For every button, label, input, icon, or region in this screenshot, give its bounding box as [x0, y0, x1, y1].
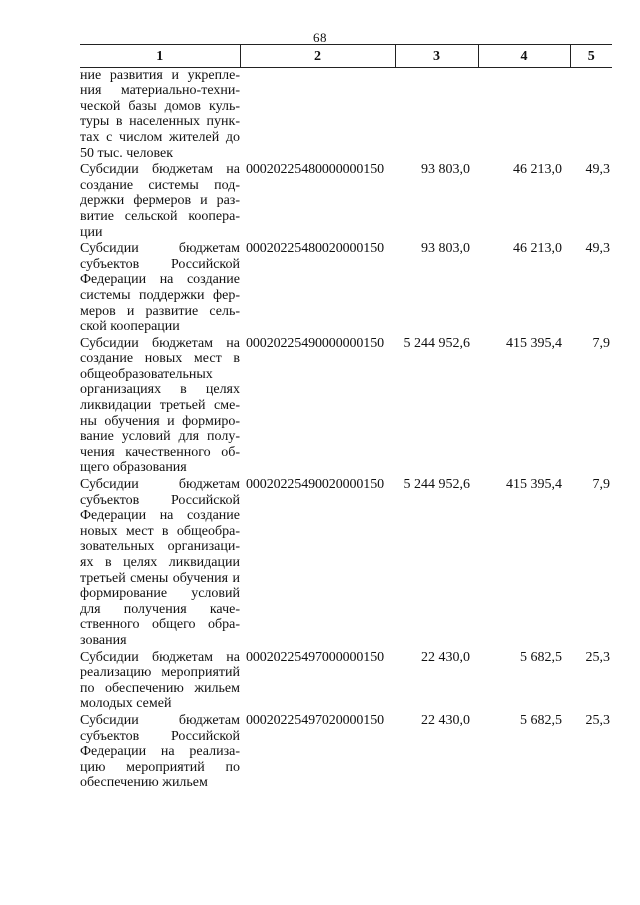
row-code	[240, 67, 395, 162]
row-code: 00020225480020000150	[246, 241, 385, 257]
row-value-3: 5 244 952,6	[403, 335, 470, 351]
row-value-4: 415 395,4	[506, 477, 562, 493]
row-value-3: 93 803,0	[421, 162, 470, 178]
row-name: Субсидии бюджетам на реализацию мероприятий по обеспечению жильем молодых семей	[80, 649, 240, 712]
table-row	[80, 67, 612, 162]
row-code: 00020225490000000150	[246, 335, 385, 351]
row-value-4: 46 213,0	[513, 162, 562, 178]
row-value-4	[478, 67, 570, 162]
row-name: Субсидии бюджетам на создание системы под-держки фермеров и раз-витие сельской коопера-ции	[80, 162, 240, 240]
row-value-5: 49,3	[585, 241, 610, 257]
row-code: 00020225480000000150	[246, 162, 385, 178]
row-code: 00020225497020000150	[246, 712, 385, 728]
row-name: Субсидии бюджетам субъектов Российской Федерации на создание системы поддержки фер-меров и развитие сель-ской кооперации	[80, 241, 240, 335]
row-value-4: 46 213,0	[513, 241, 562, 257]
row-value-5	[570, 67, 612, 162]
row-value-5: 7,9	[592, 477, 610, 493]
row-value-4: 415 395,4	[506, 335, 562, 351]
column-header-3: 3	[395, 45, 478, 68]
page-number: 68	[313, 30, 327, 45]
row-value-3: 22 430,0	[421, 712, 470, 728]
budget-table	[80, 44, 612, 792]
row-value-3	[395, 67, 478, 162]
row-value-3: 22 430,0	[421, 649, 470, 665]
column-header-1: 1	[80, 45, 240, 68]
row-name: Субсидии бюджетам на создание новых мест в общеобразовательных организациях в целях ликвидации третьей сме-ны обучения и формиро-вание условий для полу-чения качественного об-щего образования	[80, 335, 240, 476]
row-code: 00020225490020000150	[246, 477, 385, 493]
row-value-5: 25,3	[585, 712, 610, 728]
column-header-2: 2	[240, 45, 395, 68]
table-row	[80, 241, 612, 336]
row-value-4: 5 682,5	[520, 649, 562, 665]
table-row	[80, 713, 612, 792]
row-value-3: 93 803,0	[421, 241, 470, 257]
row-name: Субсидии бюджетам субъектов Российской Федерации на создание новых мест в общеобра-зовательных организаци-ях в целях ликвидации третьей смены обучения и формирование условий для получения каче-ственного общего обра-зования	[80, 477, 240, 648]
row-value-5: 49,3	[585, 162, 610, 178]
row-value-4: 5 682,5	[520, 712, 562, 728]
row-name: ние развития и укрепле-ния материально-техни-ческой базы домов куль-туры в населенных пунк-тах с числом жителей до 50 тыс. человек	[80, 67, 240, 161]
table-row	[80, 650, 612, 713]
table-row	[80, 162, 612, 241]
row-value-5: 25,3	[585, 649, 610, 665]
column-header-5: 5	[570, 45, 612, 68]
table-row	[80, 336, 612, 477]
column-header-4: 4	[478, 45, 570, 68]
table-row	[80, 477, 612, 650]
row-value-5: 7,9	[592, 335, 610, 351]
row-code: 00020225497000000150	[246, 649, 385, 665]
table-header-row	[80, 45, 612, 68]
row-value-3: 5 244 952,6	[403, 477, 470, 493]
row-name: Субсидии бюджетам субъектов Российской Федерации на реализа-цию мероприятий по обеспечению жильем	[80, 712, 240, 791]
